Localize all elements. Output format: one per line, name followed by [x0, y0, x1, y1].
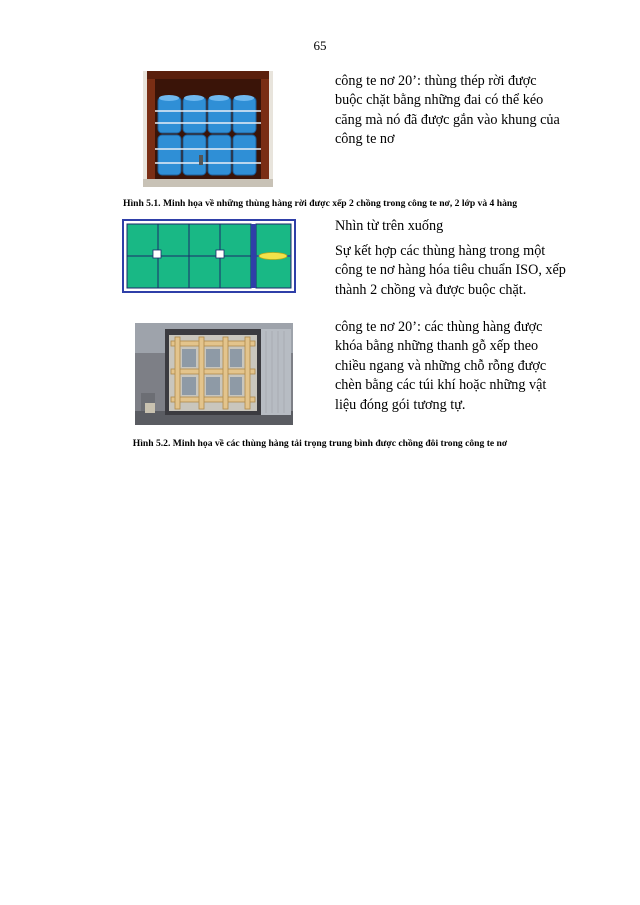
figure-5-1-caption: Hình 5.1. Minh họa về những thùng hàng rời được xếp 2 chồng trong công te nơ, 2 lớp và 4 hàng — [122, 198, 518, 209]
figure-5-2-caption: Hình 5.2. Minh họa về các thùng hàng tải trọng trung bình được chồng đôi trong công te nơ — [132, 438, 508, 449]
top-view-label: Nhìn từ trên xuống — [335, 218, 444, 234]
top-view-diagram — [122, 219, 296, 293]
drums-container-photo — [143, 71, 273, 187]
page-number: 65 — [313, 38, 327, 53]
wood-bracing-description: công te nơ 20’: các thùng hàng được khóa bằng những thanh gỗ xếp theo chiều ngang và những chỗ rỗng được chèn bằng các túi khí hoặc những vật liệu đóng gói tương tự. — [335, 319, 547, 413]
wood-braced-container-photo — [135, 323, 293, 425]
drums-description: công te nơ 20’: thùng thép rời được buộc chặt bằng những đai có thể kéo căng mà nó đã được gắn vào khung của công te nơ — [335, 73, 560, 148]
iso-container-description: Sự kết hợp các thùng hàng trong một công te nơ hàng hóa tiêu chuẩn ISO, xếp thành 2 chồng và được buộc chặt. — [335, 243, 566, 298]
